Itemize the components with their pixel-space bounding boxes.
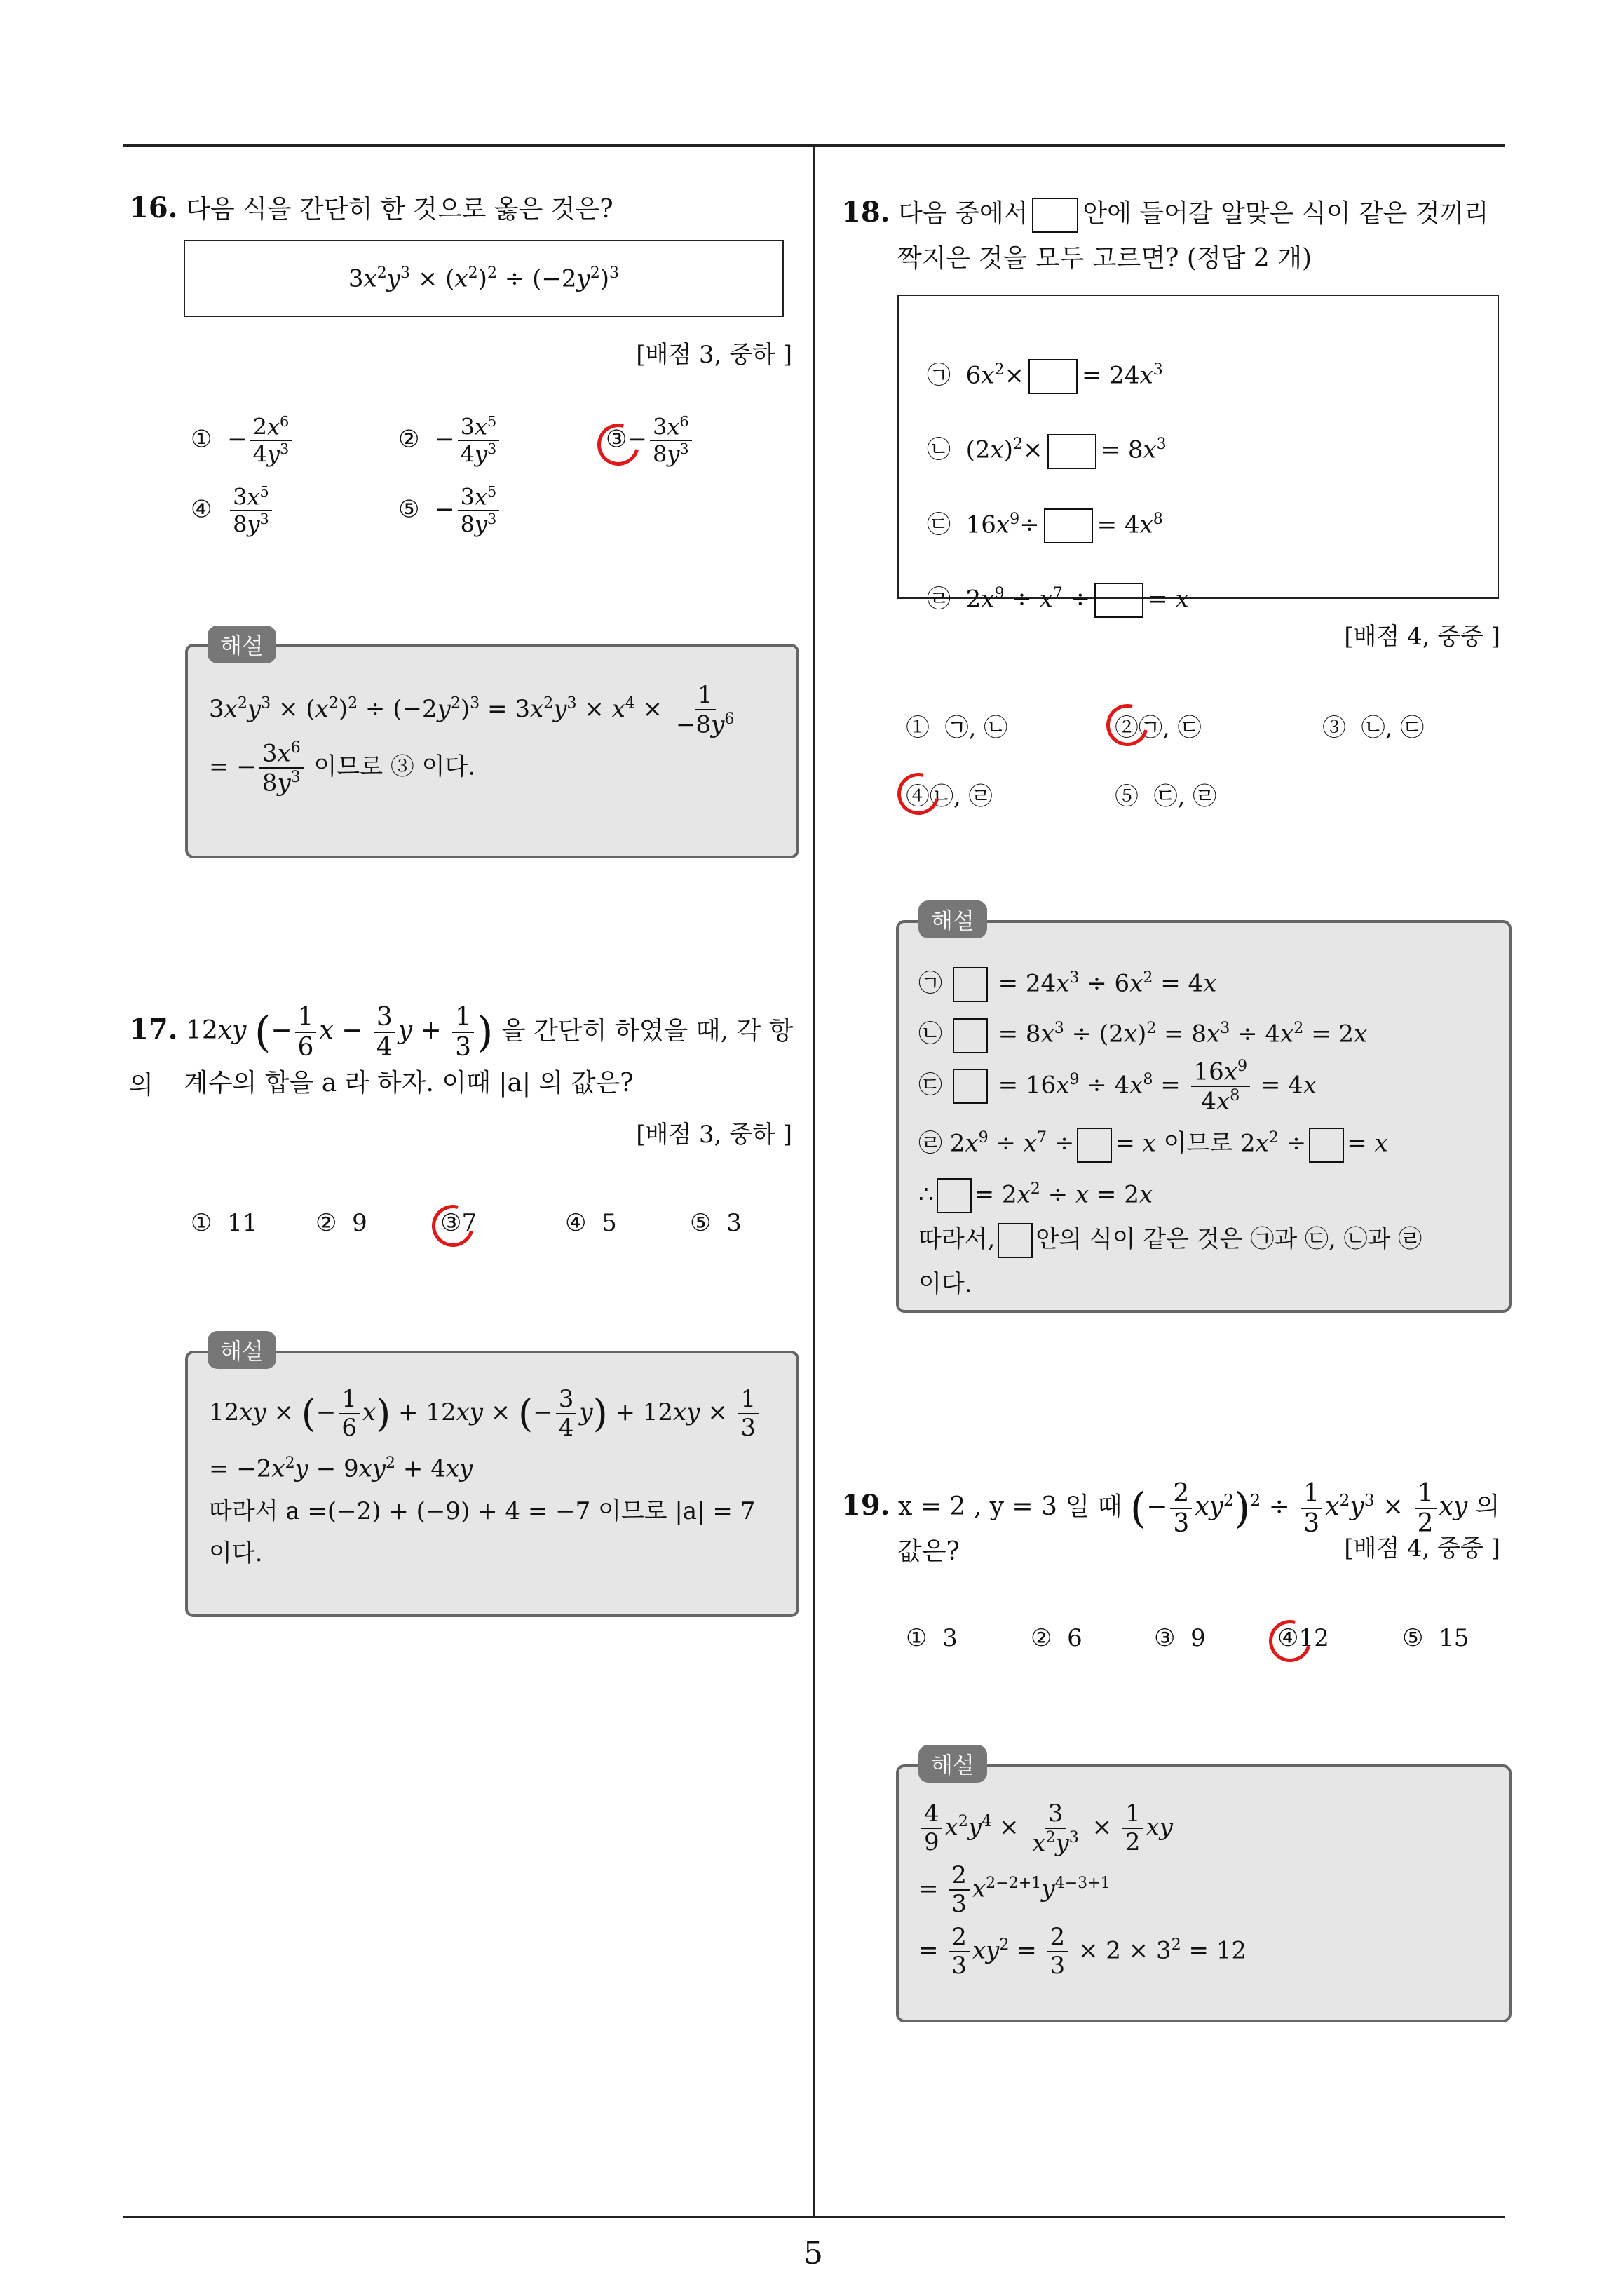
q16-choice-3[interactable]: ③− $\frac{3x^6}{8y^3}$ xyxy=(606,414,695,468)
q18-choice-2[interactable]: ②㉠, ㉢ xyxy=(1115,714,1202,742)
q19-choice-3[interactable]: ③ 9 xyxy=(1154,1624,1206,1652)
blank-box xyxy=(1032,198,1078,233)
q18-choice-4[interactable]: ④㉡, ㉣ xyxy=(906,783,993,811)
q19-explanation-body: $\frac{4}{9}$ $x^2y^4$ × $\frac{3}{x^2y^3}$ × $\frac{1}{2}$ xy = $\frac{2}{3}$ $x^{2-2+1}y^{4-3+1}$ = $\frac{2}{3}$ $xy^2$ = $\frac{2}{3}$ × $2 \times 3^2 = 12$ xyxy=(918,1799,1247,1980)
q19-text-line2: 값은? xyxy=(897,1537,960,1566)
q18-explanation-tag: 해설 xyxy=(918,900,987,938)
q16-choice-5[interactable]: ⑤ − $\frac{3x^5}{8y^3}$ xyxy=(398,484,502,538)
q18-item-a: ㉠ $6x^2\times = 24x^3$ xyxy=(927,335,1189,410)
q16-text: 다음 식을 간단히 한 것으로 옳은 것은? xyxy=(186,195,613,224)
q18-item-b: ㉡ $(2x)^2\times = 8x^3$ xyxy=(927,410,1189,484)
q17-number: 17. xyxy=(129,1013,178,1046)
q19-choice-4[interactable]: ④12 xyxy=(1277,1624,1329,1652)
q18-item-c: ㉢ $16x^9\div = 4x^8$ xyxy=(927,485,1189,559)
q19-explanation-tag: 해설 xyxy=(918,1745,987,1783)
q16-expression: $3x^2y^3 \times (x^2)^2 \div (-2y^2)^3$ xyxy=(348,264,620,293)
q19-choice-1[interactable]: ① 3 xyxy=(906,1624,958,1652)
q19-answer-circle xyxy=(1261,1612,1319,1670)
q17-text-line2: 계수의 합을 a 라 하자. 이때 |a| 의 값은? xyxy=(184,1069,634,1098)
q17-explanation-line3: 따라서 a =(−2) + (−9) + 4 = −7 이므로 |a| = 7 xyxy=(209,1497,756,1525)
q19-choice-5[interactable]: ⑤ 15 xyxy=(1402,1624,1469,1652)
q18-explanation-body: ㉠ = $24x^3 \div 6x^2 = 4x$ ㉡ = $8x^3 \div (2x)^2 = 8x^3 \div 4x^2 = 2x$ ㉢ = $16x^9 \div 4x^8$ = $\frac{16x^9}{4x^8}$ = 4x ㉣ $2x^9 \div x^7$ ÷ = x 이므로 $2x^2$ ÷ = x ∴ = $2x^2 \div x = 2x$ 따라서, 안의 식이 같은 것은 ㉠과 ㉢, ㉡과 ㉣ 이다. xyxy=(918,968,1422,1299)
q19-score: [배점 4, 중중 ] xyxy=(1344,1534,1500,1562)
q17-choice-1[interactable]: ① 11 xyxy=(191,1209,258,1237)
q17-answer-circle xyxy=(424,1197,482,1255)
q16-explanation-body: $3x^2y^3 \times (x^2)^2 \div (-2y^2)^3 = 3x^2y^3 \times x^4$ × $\frac{1}{-8y^6}$ = − $\frac{3x^6}{8y^3}$ 이므로 ③ 이다. xyxy=(209,681,735,797)
q16-question xyxy=(129,185,613,233)
q17-choice-5[interactable]: ⑤ 3 xyxy=(690,1209,742,1237)
q18-item-d: ㉣ $2x^9 \div x^7$ ÷ = x xyxy=(927,559,1189,633)
q16-choice-2[interactable]: ② − $\frac{3x^5}{4y^3}$ xyxy=(398,414,502,468)
q18-text-line2: 짝지은 것을 모두 고르면? (정답 2 개) xyxy=(897,244,1312,273)
q17-choice-2[interactable]: ② 9 xyxy=(315,1209,367,1237)
q19-explanation xyxy=(896,1764,1512,2022)
q17-score: [배점 3, 중하 ] xyxy=(636,1121,792,1149)
q16-score: [배점 3, 중하 ] xyxy=(636,341,792,369)
q17-question: 17. 12xy (− $\frac{1}{6}$ x − $\frac{3}{4}$ y + $\frac{1}{3}$ ) 을 간단히 하였을 때, 각 항의 xyxy=(129,1003,794,1100)
q16-choice-4[interactable]: ④ $\frac{3x^5}{8y^3}$ xyxy=(191,484,275,538)
page-number: 5 xyxy=(803,2236,823,2271)
q17-text-mid: 을 간단히 하였을 때, 각 항의 xyxy=(129,1016,794,1100)
column-divider xyxy=(813,144,815,2218)
q18-answer-circle-2 xyxy=(1099,696,1156,754)
q19-question: 19. x = 2 , y = 3 일 때 (− $\frac{2}{3}$ $xy^2)^2$ ÷ $\frac{1}{3}$ $x^2y^3$ × $\frac{1}{2}$ xy 의 xyxy=(841,1478,1500,1538)
q18-choice-1[interactable]: ① ㉠, ㉡ xyxy=(906,714,1008,742)
q16-expression-box xyxy=(184,240,784,317)
q19-number: 19. xyxy=(841,1489,890,1522)
q18-question: 18. 다음 중에서 안에 들어갈 알맞은 식이 같은 것끼리 xyxy=(841,189,1488,237)
q18-choice-5[interactable]: ⑤ ㉢, ㉣ xyxy=(1115,783,1217,811)
q16-number: 16. xyxy=(129,191,178,224)
q16-explanation xyxy=(185,644,799,858)
q16-explanation-tail: 이므로 ③ 이다. xyxy=(313,752,476,781)
q17-explanation-line4: 이다. xyxy=(209,1539,263,1567)
q18-explanation xyxy=(896,920,1512,1313)
q18-items-box xyxy=(897,295,1499,614)
q17-explanation-body: 12xy × (− $\frac{1}{6}$ x) + 12xy × (− $\frac{3}{4}$ y) + 12xy × $\frac{1}{3}$ = $-2x^2y - 9xy^2 + 4xy$ 따라서 a =(−2) + (−9) + 4 = −7 이므로 |a| = 7 이다. xyxy=(209,1386,761,1574)
q18-choice-3[interactable]: ③ ㉡, ㉢ xyxy=(1322,714,1425,742)
q18-score: [배점 4, 중중 ] xyxy=(1344,623,1500,651)
q17-explanation xyxy=(185,1351,799,1617)
q17-choice-4[interactable]: ④ 5 xyxy=(565,1209,617,1237)
q19-choice-2[interactable]: ② 6 xyxy=(1031,1624,1082,1652)
q16-explanation-tag: 해설 xyxy=(208,626,276,663)
q18-answer-circle-4 xyxy=(890,765,947,823)
q17-explanation-tag: 해설 xyxy=(208,1331,276,1369)
bottom-rule xyxy=(123,2216,1505,2218)
q18-number: 18. xyxy=(841,196,890,229)
q17-choice-3[interactable]: ③7 xyxy=(440,1209,477,1237)
q16-choice-1[interactable]: ① − $\frac{2x^6}{4y^3}$ xyxy=(191,414,294,468)
